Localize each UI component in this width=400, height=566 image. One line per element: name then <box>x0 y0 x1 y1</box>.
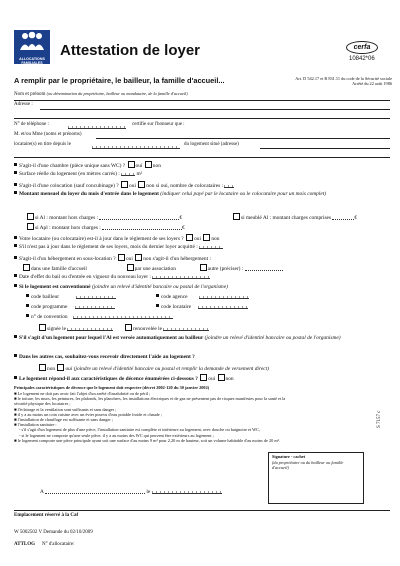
signature-place-row <box>40 488 222 496</box>
cerfa-badge: cerfa <box>346 41 378 54</box>
autre-label: autre (préciser) : <box>207 266 244 272</box>
certifie-label: certifie sur l'honneur que : <box>132 122 185 127</box>
conventionne-label: Si le logement est conventionné <box>19 284 91 290</box>
surface-label: Surface réelle du logement (en mètres carrés) : <box>19 171 120 177</box>
code-locataire-label: code locataire <box>161 304 192 310</box>
footer-ref: W 5002502 V Demande du 02/10/2009 <box>14 530 93 535</box>
association-label: par une association <box>134 266 176 272</box>
question-chambre-label: S'agit-il d'une chambre (pièce unique sans WC) ? <box>19 163 126 169</box>
convention-dates-row <box>38 324 209 333</box>
oui-label: oui <box>129 183 136 189</box>
loyer-al-checkbox[interactable] <box>27 213 34 220</box>
question-a-jour <box>14 234 219 243</box>
currency-label: € <box>182 225 185 231</box>
al-automatique-hint: (joindre un relevé d'identité bancaire ou postal de l'organisme) <box>204 335 341 341</box>
versement-oui-checkbox[interactable] <box>57 364 64 371</box>
telephone-field[interactable] <box>68 124 126 129</box>
logement-address-field[interactable] <box>260 148 390 149</box>
decence-line: ■ Le logement ne doit pas avoir fait l'objet d'un arrêté d'insalubrité ou de péril ; <box>14 391 151 396</box>
legal-ref <box>252 76 392 86</box>
autres-cas-row <box>14 354 195 361</box>
hebergement-options <box>22 264 283 273</box>
loyer-apl-label: si Apl : montant hors charges : <box>35 225 101 231</box>
signature-box-title: Signature - cachet <box>272 454 306 459</box>
autre-checkbox[interactable] <box>200 264 207 271</box>
decence-question-row <box>14 374 234 383</box>
loyer-al-field[interactable] <box>99 214 179 220</box>
non-label: non <box>152 163 161 169</box>
code-programme-row <box>26 304 115 311</box>
legal-ref-line-2: Arrêté du 22 août 1986 <box>352 81 392 87</box>
surface-unit: m² <box>136 171 143 177</box>
non-label: non <box>143 256 152 262</box>
side-code: S 7157 c <box>377 410 382 428</box>
signee-checkbox[interactable] <box>39 324 46 331</box>
decence-non-checkbox[interactable] <box>218 374 225 381</box>
colocation-non-checkbox[interactable] <box>138 181 145 188</box>
a-jour-oui-checkbox[interactable] <box>186 234 193 241</box>
loyer-al-row <box>26 213 182 222</box>
loyer-meuble-label: si meublé Al : montant charges comprises <box>241 215 332 221</box>
locataire-since-label: locataire(s) en titre depuis le <box>14 142 71 147</box>
conventionne-row <box>14 284 394 291</box>
sous-location-non-checkbox[interactable] <box>135 254 142 261</box>
decence-line: ■ il y a au moins un coin cuisine avec un évier pourvu d'eau potable froide et chaude ; <box>14 411 162 417</box>
decence-line: - s'il s'agit d'un logement de plus d'une pièce, l'installation sanitaire est complète et intérieure au logement, avec douche ou baignoire et WC, <box>19 427 261 433</box>
code-bailleur-row <box>26 294 116 301</box>
logo-text: ALLOCATIONS FAMILIALES <box>19 57 45 65</box>
caf-logo <box>14 30 50 64</box>
oui-label: oui <box>135 163 143 169</box>
code-programme-label: code programme <box>31 304 68 310</box>
code-agence-row <box>156 294 249 301</box>
non-label: non <box>146 183 155 189</box>
footer-reserved: Emplacement réservé à la Caf <box>14 513 79 518</box>
convention-row <box>26 314 173 321</box>
currency-label: € <box>354 215 358 221</box>
colocataires-count-field[interactable] <box>224 183 234 188</box>
code-locataire-field[interactable] <box>198 304 248 309</box>
a-jour-label: Votre locataire (ou colocataire) est-il à jour dans le règlement de ses loyers ? <box>19 236 184 242</box>
renouvelee-checkbox[interactable] <box>125 324 132 331</box>
locataire-names-field[interactable] <box>96 138 390 139</box>
date-field[interactable] <box>152 489 222 494</box>
autre-field[interactable] <box>245 265 283 271</box>
sous-location-oui-checkbox[interactable] <box>118 254 125 261</box>
loyer-label: Montant mensuel du loyer du mois d'entrée dans le logement <box>19 191 159 197</box>
loyer-meuble-row <box>232 213 357 222</box>
signature-box[interactable] <box>268 452 364 504</box>
loyer-apl-field[interactable] <box>102 224 182 230</box>
question-colocation <box>14 181 394 190</box>
non-label: non <box>47 366 56 372</box>
decence-line: ■ l'installation sanitaire : <box>14 422 57 428</box>
adresse-label: Adresse : <box>14 102 33 107</box>
question-chambre <box>14 161 161 170</box>
colocation-oui-checkbox[interactable] <box>121 181 128 188</box>
logement-address-field-2[interactable] <box>14 157 390 158</box>
al-automatique-label: S'il s'agit d'un logement pour lequel l'Al est versée automatiquement au bailleur <box>19 335 204 341</box>
adresse-field-2[interactable] <box>14 118 390 119</box>
footer-allocataire: N° d'allocataire: <box>42 542 75 547</box>
decence-line: ■ l'éclairage et la ventilation sont suffisants et sans danger ; <box>14 406 117 412</box>
decence-line: - si le logement ne comporte qu'une seule pièce, il y a au moins des WC qui peuvent être extérieurs au logement ; <box>19 432 214 438</box>
chambre-non-checkbox[interactable] <box>145 161 152 168</box>
question-date-effet <box>14 274 210 281</box>
code-locataire-row <box>156 304 248 311</box>
currency-label: € <box>179 215 183 221</box>
date-effet-label: Date d'effet du bail ou d'entrée en vigueur du nouveau loyer : <box>19 274 151 280</box>
code-agence-label: code agence <box>161 294 188 300</box>
al-automatique-row <box>14 335 394 342</box>
decence-line: ■ le toiture, les murs, les peintures, les plafonds, les planchers, les installations électriques et de gaz ne présentent pas de risques manifestes pour la santé et la <box>14 396 286 402</box>
decence-line: ■ le logement comporte une pièce principale ayant soit une surface d'au moins 9 m² pour 2,20 m de hauteur, soit un volume habitable d'au moins de 20 m³. <box>14 437 281 443</box>
decence-list <box>14 391 374 443</box>
place-field[interactable] <box>45 488 145 494</box>
renouvelee-label: renouvelée le <box>133 326 162 332</box>
section-heading: A remplir par le propriétaire, le bailleur, la famille d'accueil... <box>14 76 225 85</box>
code-bailleur-label: code bailleur <box>31 294 59 300</box>
form-number: 10842*06 <box>349 56 375 62</box>
question-loyer <box>14 191 392 198</box>
footer-attlog: ATTLOG <box>14 542 36 547</box>
question-sous-location <box>14 254 211 263</box>
famille-accueil-checkbox[interactable] <box>23 264 30 271</box>
oui-label: oui <box>194 236 201 242</box>
decence-oui-checkbox[interactable] <box>200 374 207 381</box>
versement-direct-row <box>38 364 269 373</box>
le-label: le <box>146 489 151 495</box>
loyer-apl-checkbox[interactable] <box>27 223 34 230</box>
non-label: non <box>225 376 234 382</box>
loyer-apl-row <box>26 223 185 232</box>
famille-accueil-label: dans une famille d'accueil <box>31 266 87 272</box>
code-programme-field[interactable] <box>75 304 115 309</box>
colocation-label: S'agit-il d'une colocation (sauf concubinage) ? <box>19 183 119 189</box>
logement-address-label: du logement situé (adresse) <box>184 142 239 147</box>
code-agence-field[interactable] <box>199 294 249 299</box>
adresse-field[interactable] <box>40 109 390 110</box>
decence-line: ■ l'installation de chauffage est suffisante et sans danger ; <box>14 417 114 423</box>
oui-label: oui <box>125 256 133 262</box>
non-label: non <box>211 236 220 242</box>
a-label: A <box>40 489 44 495</box>
family-icon <box>14 30 50 52</box>
footer-divider <box>14 510 390 511</box>
dernier-loyer-label: S'il n'est pas à jour dans le règlement de ses loyers, mois du dernier loyer acquitté : <box>19 244 198 250</box>
locataire-since-field[interactable] <box>92 144 180 149</box>
signature-box-hint: (du propriétaire ou du bailleur ou famille d'accueil) <box>272 460 344 471</box>
versement-non-checkbox[interactable] <box>39 364 46 371</box>
loyer-meuble-field[interactable] <box>332 214 354 220</box>
legal-ref-line-1: Art. D 542.17 et R 831.11 du code de la Sécurité sociale <box>295 76 392 81</box>
convention-label: n° de convention <box>31 314 68 320</box>
telephone-label: N° de téléphone : <box>14 122 49 127</box>
loyer-hint: (indiquer celui payé par le locataire ou le colocataire pour un mois complet) <box>160 191 327 197</box>
colocataires-count-label: si oui, nombre de colocataires : <box>155 183 224 189</box>
renouvelee-field[interactable] <box>163 326 209 331</box>
hebergement-label: s'agit-il d'un hébergement : <box>152 256 211 262</box>
chambre-oui-checkbox[interactable] <box>128 161 135 168</box>
decence-title: Principales caractéristiques de décence que le logement doit respecter (décret 2002-120 du 30 janvier 2002) <box>14 385 210 390</box>
date-effet-field[interactable] <box>152 274 210 279</box>
conventionne-hint: (joindre un relevé d'identité bancaire ou postal de l'organisme) <box>91 284 228 290</box>
question-surface <box>14 171 142 178</box>
nom-label: Nom et prénom <box>14 92 46 97</box>
nom-row <box>14 91 392 98</box>
a-jour-non-checkbox[interactable] <box>203 234 210 241</box>
oui-label: oui <box>208 376 216 382</box>
surface-field[interactable] <box>121 171 135 176</box>
association-checkbox[interactable] <box>127 264 134 271</box>
loyer-al-label: si Al : montant hors charges : <box>35 215 99 221</box>
page-title: Attestation de loyer <box>60 42 201 59</box>
loyer-meuble-checkbox[interactable] <box>233 213 240 220</box>
question-dernier-loyer <box>14 244 223 251</box>
locataire-names-label: M. et/ou Mme (noms et prénoms) <box>14 132 82 137</box>
decence-question-label: Le logement répond-il aux caractéristiques de décence énumérées ci-dessous ? <box>19 376 198 382</box>
code-bailleur-field[interactable] <box>76 294 116 299</box>
signee-field[interactable] <box>67 326 113 331</box>
signee-label: signée le <box>47 326 67 332</box>
sous-location-label: S'agit-il d'un hébergement en sous-location ? <box>19 256 116 262</box>
autres-cas-label: Dans les autres cas, souhaitez-vous recevoir directement l'aide au logement ? <box>19 354 195 360</box>
nom-hint: (ou dénomination du propriétaire, bailleur ou mandataire, de la famille d'accueil) <box>46 91 188 96</box>
versement-oui-label: oui (joindre un relevé d'identité bancaire ou postal et remplir la demande de versement direct) <box>65 366 269 372</box>
dernier-loyer-field[interactable] <box>199 244 223 249</box>
convention-field[interactable] <box>73 314 173 319</box>
nom-field[interactable] <box>14 100 390 101</box>
decence-line: sécurité physique des locataires ; <box>14 401 71 407</box>
